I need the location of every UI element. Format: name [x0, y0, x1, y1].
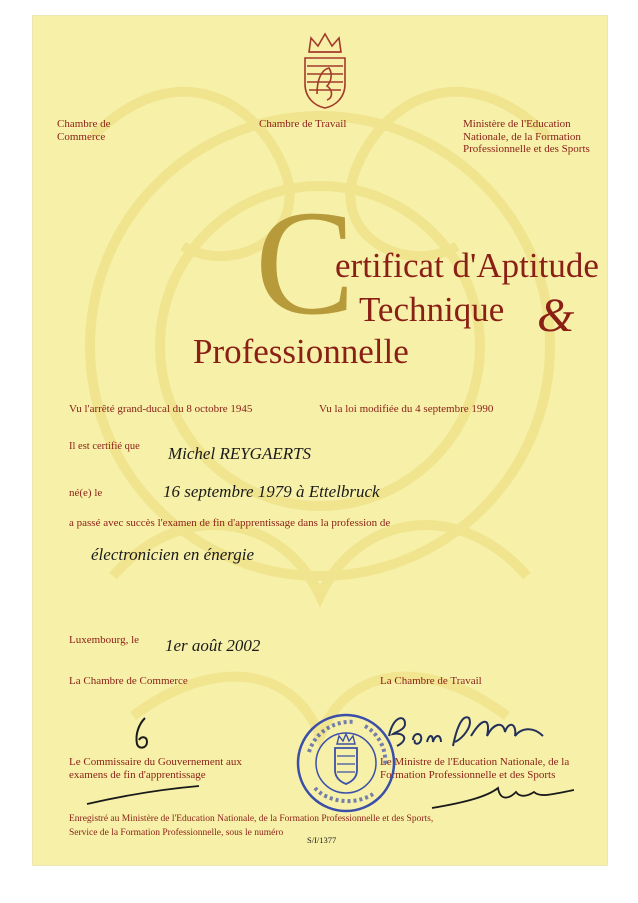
birth-date-place: 16 septembre 1979 à Ettelbruck	[163, 482, 380, 501]
nee-label: né(e) le	[69, 487, 103, 499]
title-initial: C	[255, 180, 356, 346]
left-chamber: La Chambre de Commerce	[69, 675, 188, 687]
signature-left	[83, 780, 203, 810]
header-center-org: Chambre de Travail	[259, 118, 347, 130]
title-line1: ertificat d'Aptitude	[335, 246, 599, 285]
left-official: Le Commissaire du Gouvernement aux examens de fin d'apprentissage	[69, 756, 242, 781]
registration-number: S/I/1377	[307, 835, 337, 845]
footer-line2: Service de la Formation Professionnelle, sous le numéro	[69, 828, 284, 838]
title-line2: Technique	[359, 290, 505, 329]
official-seal-icon	[295, 712, 397, 814]
signature-right	[428, 782, 578, 812]
legal-arrete: Vu l'arrêté grand-ducal du 8 octobre 1945	[69, 403, 253, 415]
legal-loi: Vu la loi modifiée du 4 septembre 1990	[319, 403, 494, 415]
title-line3: Professionnelle	[193, 332, 409, 371]
footer-line1: Enregistré au Ministère de l'Education Nationale, de la Formation Professionnelle et des Sports,	[69, 814, 434, 824]
certifie-label: Il est certifié que	[69, 441, 140, 452]
issue-date: 1er août 2002	[165, 636, 261, 655]
signature-left-initial	[125, 714, 165, 754]
title-ampersand: &	[537, 289, 575, 342]
passed-text: a passé avec succès l'examen de fin d'apprentissage dans la profession de	[69, 517, 391, 529]
right-official: Le Ministre de l'Education Nationale, de la Formation Professionnelle et des Sports	[380, 756, 570, 781]
signature-right-chamber	[383, 706, 553, 758]
profession: électronicien en énergie	[91, 545, 254, 564]
place-label: Luxembourg, le	[69, 634, 140, 646]
coat-of-arms-icon	[299, 30, 351, 110]
right-chamber: La Chambre de Travail	[380, 675, 482, 687]
header-right-org: Ministère de l'Education Nationale, de la Formation Professionnelle et des Sports	[463, 118, 590, 155]
certificate-sheet	[33, 16, 607, 865]
holder-name: Michel REYGAERTS	[168, 444, 312, 463]
header-left-org: Chambre de Commerce	[57, 118, 111, 143]
